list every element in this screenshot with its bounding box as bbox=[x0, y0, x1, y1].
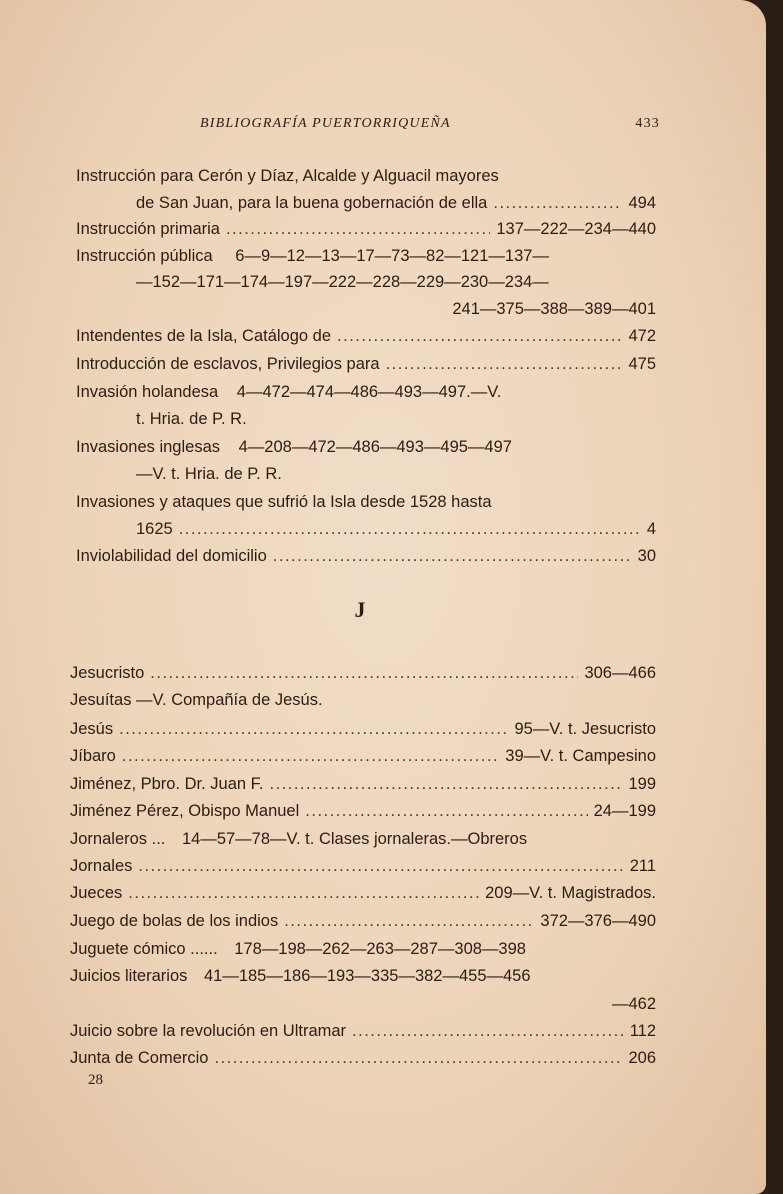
list-item bbox=[70, 880, 656, 906]
entry-text: Inviolabilidad del domicilio bbox=[76, 547, 267, 565]
entry-pages: 372—376—490 bbox=[540, 912, 656, 930]
list-item bbox=[70, 1045, 656, 1071]
entry-pages: 306—466 bbox=[584, 664, 656, 682]
leader-dots bbox=[128, 880, 479, 906]
entry-text: Juicios literarios bbox=[70, 967, 188, 985]
entry-text: Juguete cómico ...... bbox=[70, 940, 218, 958]
entry-text: de San Juan, para la buena gobernación de ella bbox=[136, 194, 488, 212]
entry-pages: 41—185—186—193—335—382—455—456 bbox=[203, 967, 531, 985]
entry-pages: 137—222—234—440 bbox=[496, 220, 656, 238]
entry-text: Jíbaro bbox=[70, 747, 116, 765]
entry-pages: 211 bbox=[629, 857, 656, 875]
entry-text: Jesús bbox=[70, 720, 114, 738]
entry-continuation bbox=[136, 461, 656, 487]
entry-text: Intendentes de la Isla, Catálogo de bbox=[76, 327, 332, 345]
running-header bbox=[200, 116, 660, 138]
list-item bbox=[76, 163, 656, 189]
list-item bbox=[76, 489, 656, 515]
entry-pages: 199 bbox=[628, 775, 656, 793]
leader-dots bbox=[273, 543, 632, 569]
list-item bbox=[76, 243, 656, 269]
entry-pages: 475 bbox=[628, 355, 656, 373]
entry-pages: 30 bbox=[637, 547, 656, 565]
leader-dots bbox=[386, 351, 623, 377]
leader-dots bbox=[493, 190, 622, 216]
entry-pages: 178—198—262—263—287—308—398 bbox=[234, 940, 526, 958]
entry-pages: 209—V. t. Magistrados. bbox=[485, 884, 656, 902]
list-item bbox=[70, 798, 656, 824]
list-item bbox=[70, 660, 656, 686]
entry-pages: 4—472—474—486—493—497.—V. bbox=[236, 383, 502, 401]
entry-text: Jiménez Pérez, Obispo Manuel bbox=[70, 802, 300, 820]
leader-dots bbox=[270, 771, 623, 797]
entry-text: Juicio sobre la revolución en Ultramar bbox=[70, 1022, 347, 1040]
entry-text: Jornales bbox=[70, 857, 133, 875]
entry-pages: 95—V. t. Jesucristo bbox=[514, 720, 656, 738]
entry-continuation bbox=[136, 406, 656, 432]
leader-dots bbox=[284, 908, 534, 934]
entry-text: Introducción de esclavos, Privilegios para bbox=[76, 355, 380, 373]
list-item bbox=[76, 434, 656, 460]
entry-text: Invasiones y ataques que sufrió la Isla desde 1528 hasta bbox=[76, 493, 492, 511]
entry-text: Instrucción primaria bbox=[76, 220, 220, 238]
entry-text: Jornaleros ... bbox=[70, 830, 166, 848]
entry-pages: 14—57—78—V. t. Clases jornaleras.—Obreros bbox=[181, 830, 528, 848]
leader-dots bbox=[352, 1018, 624, 1044]
list-item bbox=[70, 716, 656, 742]
entry-text: Jueces bbox=[70, 884, 123, 902]
entry-text: Jesuítas —V. Compañía de Jesús. bbox=[70, 691, 323, 709]
list-item bbox=[76, 216, 656, 242]
entry-pages: 241—375—388—389—401 bbox=[452, 300, 656, 318]
footer-number: 28 bbox=[88, 1072, 103, 1088]
page-number: 433 bbox=[635, 116, 660, 131]
entry-pages: 206 bbox=[628, 1049, 656, 1067]
entry-pages: 39—V. t. Campesino bbox=[505, 747, 656, 765]
list-item bbox=[70, 908, 656, 934]
entry-reference: t. Hria. de P. R. bbox=[136, 410, 247, 428]
entry-text: Instrucción pública bbox=[76, 247, 213, 265]
entry-text: Invasión holandesa bbox=[76, 383, 219, 401]
list-item bbox=[76, 379, 656, 405]
entry-continuation bbox=[136, 269, 656, 295]
leader-dots bbox=[122, 743, 499, 769]
leader-dots bbox=[150, 660, 578, 686]
list-item bbox=[70, 853, 656, 879]
entry-pages: 472 bbox=[628, 327, 656, 345]
entry-continuation bbox=[136, 516, 656, 542]
entry-text: 1625 bbox=[136, 520, 173, 538]
list-item bbox=[70, 743, 656, 769]
entry-text: Instrucción para Cerón y Díaz, Alcalde y Alguacil mayores bbox=[76, 167, 499, 185]
entry-continuation bbox=[300, 296, 656, 322]
list-item bbox=[70, 1018, 656, 1044]
entry-reference: —V. t. Hria. de P. R. bbox=[136, 465, 282, 483]
entry-text: Juego de bolas de los indios bbox=[70, 912, 279, 930]
list-item bbox=[70, 687, 656, 713]
entry-pages: 6—9—12—13—17—73—82—121—137— bbox=[235, 247, 549, 265]
entry-text: Jesucristo bbox=[70, 664, 145, 682]
entry-pages: 4—208—472—486—493—495—497 bbox=[238, 438, 512, 456]
entry-text: Invasiones inglesas bbox=[76, 438, 221, 456]
leader-dots bbox=[305, 798, 587, 824]
list-item bbox=[76, 323, 656, 349]
entry-text: Junta de Comercio bbox=[70, 1049, 209, 1067]
list-item bbox=[70, 771, 656, 797]
entry-pages: —462 bbox=[611, 995, 656, 1013]
entry-pages: 4 bbox=[646, 520, 656, 538]
section-letter: J bbox=[354, 597, 366, 622]
list-item bbox=[76, 543, 656, 569]
leader-dots bbox=[179, 516, 641, 542]
leader-dots bbox=[138, 853, 623, 879]
leader-dots bbox=[119, 716, 508, 742]
list-item bbox=[70, 936, 656, 962]
leader-dots bbox=[215, 1045, 623, 1071]
entry-continuation bbox=[400, 991, 656, 1017]
list-item bbox=[70, 826, 656, 852]
list-item bbox=[136, 190, 656, 216]
entry-pages: 24—199 bbox=[593, 802, 656, 820]
leader-dots bbox=[226, 216, 490, 242]
running-title: BIBLIOGRAFÍA PUERTORRIQUEÑA bbox=[200, 116, 451, 131]
list-item bbox=[70, 963, 656, 989]
entry-pages: 112 bbox=[629, 1022, 656, 1040]
leader-dots bbox=[337, 323, 622, 349]
entry-text: Jiménez, Pbro. Dr. Juan F. bbox=[70, 775, 264, 793]
list-item bbox=[76, 351, 656, 377]
entry-pages: —152—171—174—197—222—228—229—230—234— bbox=[136, 273, 549, 291]
entry-pages: 494 bbox=[628, 194, 656, 212]
